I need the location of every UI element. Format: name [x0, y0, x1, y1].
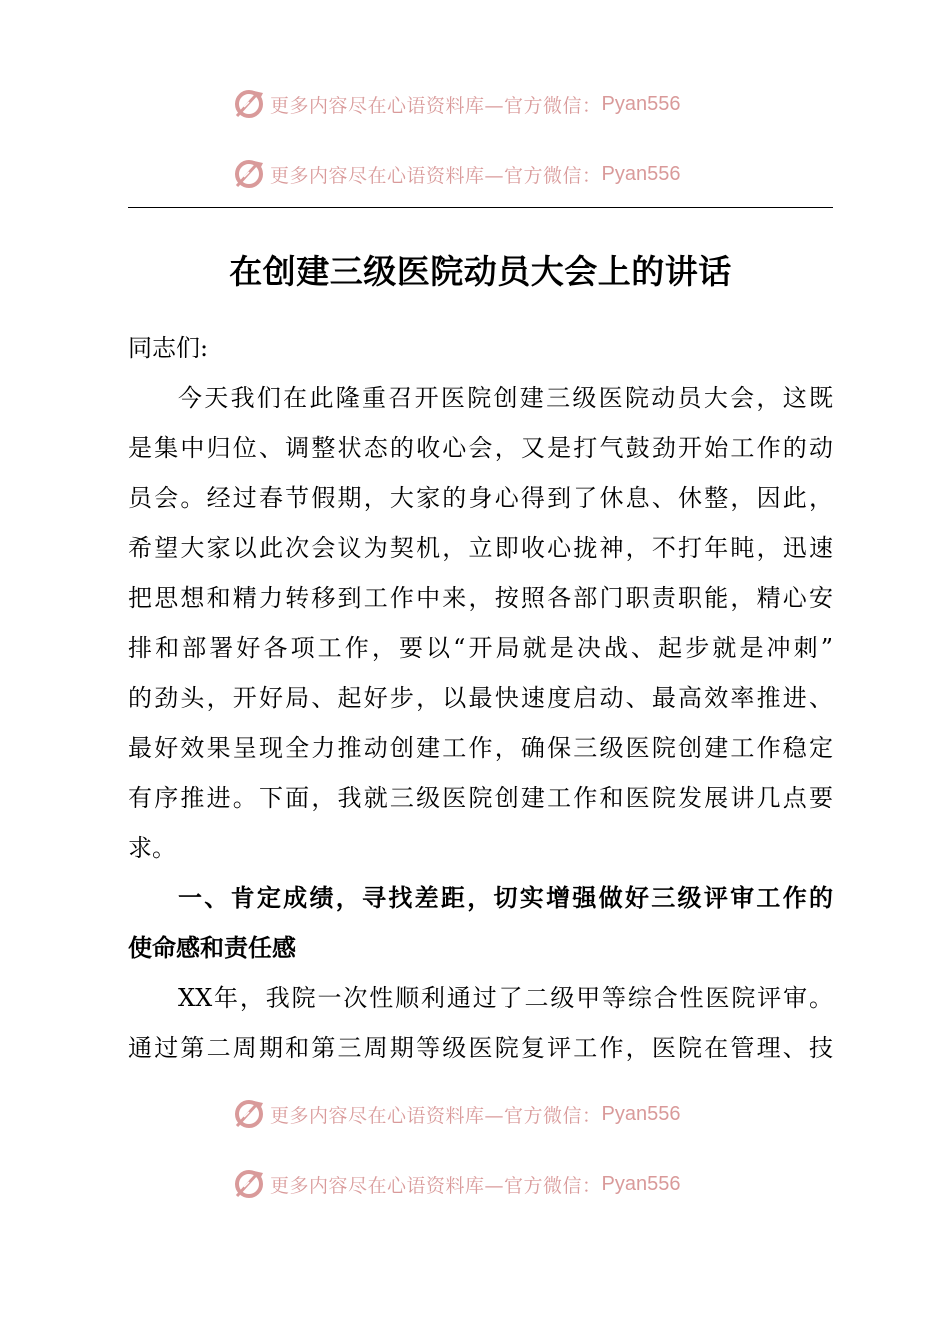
watermark-banner	[232, 84, 680, 124]
quill-seal-icon	[232, 1097, 266, 1131]
salutation: 同志们:	[128, 334, 209, 362]
paragraph-line: 最好效果呈现全力推动创建工作，确保三级医院创建工作稳定	[128, 734, 833, 762]
paragraph-line: 是集中归位、调整状态的收心会，又是打气鼓劲开始工作的动	[128, 434, 833, 462]
quill-seal-icon	[232, 87, 266, 121]
watermark-text: 更多内容尽在心语资料库—官方微信：	[270, 1104, 602, 1127]
watermark-banner	[232, 1164, 680, 1204]
document-body	[128, 323, 833, 1073]
section-heading: 一、肯定成绩，寻找差距，切实增强做好三级评审工作的	[178, 884, 833, 912]
watermark-id: Pyan556	[601, 1172, 681, 1195]
paragraph-line: 求。	[128, 834, 176, 862]
paragraph-line: 把思想和精力转移到工作中来，按照各部门职责职能，精心安	[128, 584, 833, 612]
page-title: 在创建三级医院动员大会上的讲话	[229, 252, 732, 291]
paragraph-line: 今天我们在此隆重召开医院创建三级医院动员大会，这既	[178, 384, 833, 412]
paragraph-line: 排和部署好各项工作，要以“开局就是决战、起步就是冲刺”	[128, 634, 833, 662]
section-heading: 使命感和责任感	[128, 934, 296, 962]
watermark-id: Pyan556	[601, 92, 681, 115]
paragraph-line: 的劲头，开好局、起好步，以最快速度启动、最高效率推进、	[128, 684, 833, 712]
paragraph-line: 员会。经过春节假期，大家的身心得到了休息、休整，因此，	[128, 484, 833, 512]
watermark-text: 更多内容尽在心语资料库—官方微信：	[270, 164, 602, 187]
watermark-banner	[232, 154, 680, 194]
paragraph-line: XX年，我院一次性顺利通过了二级甲等综合性医院评审。	[178, 984, 833, 1012]
paragraph-line: 通过第二周期和第三周期等级医院复评工作，医院在管理、技	[128, 1034, 833, 1062]
quill-seal-icon	[232, 1167, 266, 1201]
watermark-id: Pyan556	[601, 1102, 681, 1125]
watermark-banner	[232, 1094, 680, 1134]
watermark-text: 更多内容尽在心语资料库—官方微信：	[270, 94, 602, 117]
paragraph-line: 有序推进。下面，我就三级医院创建工作和医院发展讲几点要	[128, 784, 833, 812]
watermark-id: Pyan556	[601, 162, 681, 185]
paragraph-line: 希望大家以此次会议为契机，立即收心拢神，不打年盹，迅速	[128, 534, 833, 562]
watermark-text: 更多内容尽在心语资料库—官方微信：	[270, 1174, 602, 1197]
header-divider	[128, 207, 833, 208]
quill-seal-icon	[232, 157, 266, 191]
